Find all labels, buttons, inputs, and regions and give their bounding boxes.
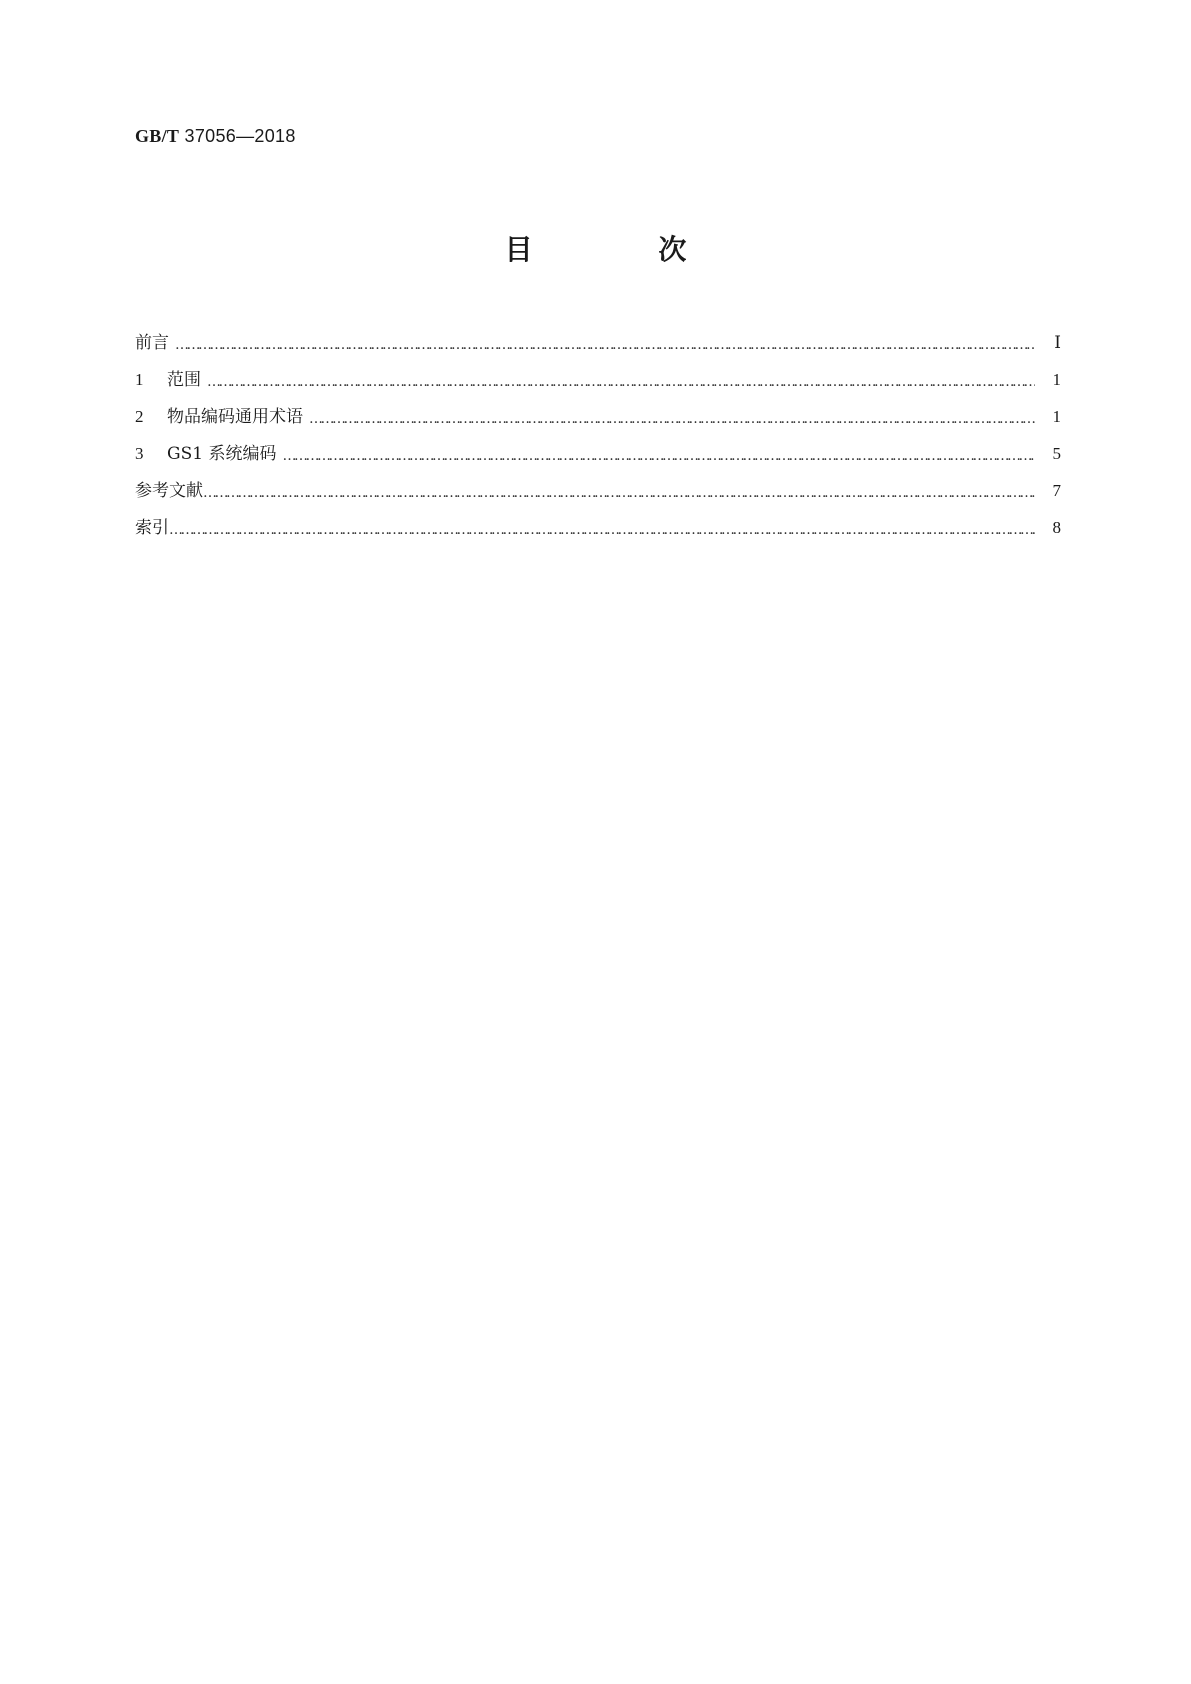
toc-entry-number: 1: [135, 370, 144, 389]
toc-entry-label: 范围: [167, 370, 201, 390]
toc-entry-label: GS1 系统编码: [167, 444, 277, 464]
toc-entry-label: 索引: [135, 518, 169, 538]
toc-page-number: 5: [1052, 444, 1061, 463]
toc-entry-gs1-coding[interactable]: [135, 439, 1061, 476]
toc-entry-scope[interactable]: [135, 365, 1061, 402]
toc-entry-label: 参考文献: [135, 481, 203, 501]
toc-page-number: 7: [1052, 481, 1061, 500]
table-of-contents: [135, 328, 1061, 550]
toc-entry-number: 3: [135, 444, 144, 463]
toc-leader-dots: [169, 519, 1035, 537]
standard-number: 37056—2018: [184, 126, 296, 146]
standard-code: [135, 126, 296, 147]
toc-entry-label: 物品编码通用术语: [167, 407, 303, 427]
toc-entry-index[interactable]: [135, 513, 1061, 550]
toc-leader-dots: [203, 482, 1035, 500]
toc-entry-bibliography[interactable]: [135, 476, 1061, 513]
toc-entry-label: 前言: [135, 333, 169, 353]
toc-page-number: 1: [1052, 370, 1061, 389]
toc-leader-dots: [175, 334, 1035, 352]
standard-prefix: GB/T: [135, 126, 180, 146]
toc-title: 目 次: [504, 233, 745, 266]
toc-leader-dots: [282, 445, 1035, 463]
toc-entry-foreword[interactable]: [135, 328, 1061, 365]
toc-leader-dots: [207, 371, 1035, 389]
toc-entry-general-terms[interactable]: [135, 402, 1061, 439]
toc-page-number: 8: [1052, 518, 1061, 537]
toc-entry-number: 2: [135, 407, 144, 426]
toc-leader-dots: [309, 408, 1035, 426]
toc-page-number: Ⅰ: [1054, 333, 1061, 352]
toc-page-number: 1: [1052, 407, 1061, 426]
